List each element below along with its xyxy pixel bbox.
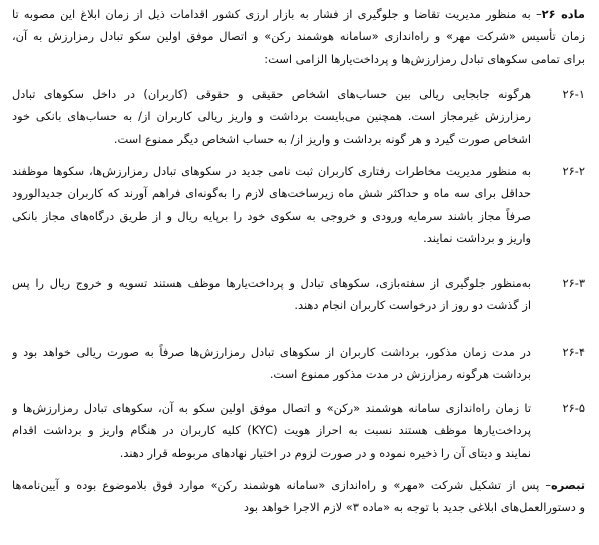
clause-number: ۲۶-۱ [562, 87, 585, 101]
clause-line: رمزارزش غیرمجاز است. همچنین می‌بایست برداشت و واریز ریالی کاربران از/ به حساب‌های بانکی خود [12, 109, 531, 124]
note-line-2: و دستورالعمل‌های ابلاغی جدید با توجه به «ماده ۳» لازم الاجرا خواهد بود [243, 500, 585, 515]
clause-26-2 [12, 160, 585, 250]
note-label: تبصره [551, 478, 585, 492]
clause-26-3 [12, 272, 585, 317]
clause-line: تا زمان راه‌اندازی سامانه هوشمند «رکن» و اتصال موفق اولین سکو به آن، سکوهای تبادل رمزارزش‌ها و [12, 401, 531, 415]
article-line-3: برای تمامی سکوهای تبادل رمزارزش‌ها و پرداخت‌یارها الزامی است: [264, 51, 585, 66]
clause-number: ۲۶-۳ [562, 276, 585, 290]
clause-26-1 [12, 83, 585, 150]
article-line-1: ماده ۲۶– به منظور مدیریت تقاضا و جلوگیری از فشار به بازار ارزی کشور اقدامات ذیل از زمان ابلاغ این مصوبه تا [12, 7, 585, 21]
clause-line: از گذشت دو روز از درخواست کاربران انجام دهند. [294, 298, 531, 313]
article-26 [12, 3, 585, 70]
clause-line: صرفاً مجاز باشند سرمایه ورودی و خروجی به سکوی خود را برپایه ریال و از طریق درگاه‌های مجاز بانکی [12, 208, 531, 223]
clause-line: پرداخت‌یارها موظف هستند نسبت به احراز هویت (KYC) کلیه کاربران در هنگام واریز و برداشت اقدام [12, 423, 531, 438]
clause-line: حداقل برای سه ماه و حداکثر شش ماه زیرساخت‌های لازم را به‌گونه‌ای فراهم آورند که کاربران جدیدالورود [12, 186, 531, 201]
clause-line: در مدت زمان مذکور، برداشت کاربران از سکوهای تبادل رمزارزش‌ها صرفاً به صورت ریالی خواهد بود و [12, 345, 531, 359]
clause-26-5 [12, 397, 585, 464]
clause-26-4 [12, 341, 585, 386]
clause-number: ۲۶-۲ [562, 164, 585, 178]
clause-line: به‌منظور جلوگیری از سفته‌بازی، سکوهای تبادل و پرداخت‌یارها موظف هستند تسویه و خروج ریال را پس [12, 276, 531, 290]
clause-line: برداشت هرگونه رمزارزش در مدت مذکور ممنوع است. [269, 367, 531, 382]
clause-number: ۲۶-۵ [562, 401, 585, 415]
article-label: ماده ۲۶ [541, 7, 585, 21]
clause-line: به منظور مدیریت مخاطرات رفتاری کاربران ثبت نامی جدید در سکوهای تبادل رمزارزش‌ها، سکوها موظفند [12, 164, 531, 178]
note-tabsare [12, 474, 585, 519]
clause-line: نمایند و دیتای آن را ذخیره نموده و در صورت لزوم در اختیار نهادهای مربوطه قرار دهند. [119, 445, 531, 460]
clause-number: ۲۶-۴ [562, 345, 585, 359]
clause-line: هرگونه جابجایی ریالی بین حساب‌های اشخاص حقیقی و حقوقی (کاربران) در داخل سکوهای تبادل [12, 87, 531, 101]
article-line-2: زمان تأسیس «شرکت مهر» و راه‌اندازی «سامانه هوشمند رکن» و اتصال موفق اولین سکو تبادل رمزارزش به آن، [12, 29, 585, 44]
clause-line: اشخاص صورت گیرد و هر گونه برداشت و واریز از/ به حساب اشخاص دیگر ممنوع است. [113, 131, 531, 146]
note-line-1: تبصره– پس از تشکیل شرکت «مهر» و راه‌اندازی «سامانه هوشمند رکن» موارد فوق بلاموضوع بوده و آیین‌نامه‌ها [12, 478, 585, 492]
clause-line: واریز و برداشت نمایند. [423, 231, 531, 246]
